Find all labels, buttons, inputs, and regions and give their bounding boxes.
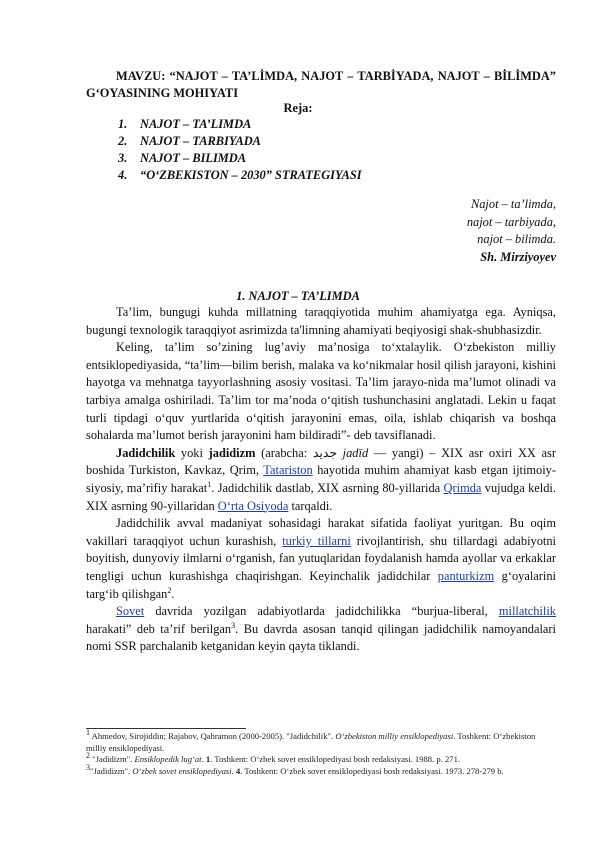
plan-item-text: NAJOT – BILIMDA xyxy=(140,151,247,165)
text-run: — yangi) – XIX asr oxiri XX asr boshida Turkiston, Kavkaz, Qrim, xyxy=(86,445,556,478)
source-title: Ensiklopedik lug‘at xyxy=(134,754,202,765)
text-run: . xyxy=(171,586,175,601)
footnote-ref-1[interactable]: 1 xyxy=(207,479,212,489)
footnote-2 xyxy=(86,751,556,766)
link-millatchilik[interactable]: millatchilik xyxy=(498,604,556,619)
text-run: "Jadidizm". xyxy=(90,754,135,765)
text-run: . Bu davrda asosan tanqid qilingan jadidchilik namoyandalari nomi SSR parchalanib ketganidan keyin qayta tiklandi. xyxy=(86,621,556,654)
plan-list xyxy=(118,116,362,184)
plan-item-number: 3. xyxy=(118,151,128,165)
text-run: hayotida muhim ahamiyat kasb etgan ijtimoiy-siyosiy, ma’rifiy harakat xyxy=(86,463,556,495)
paragraph-1: Ta’lim, bungugi kuhda millatning taraqqiyotida muhim ahamiyatga ega. Ayniqsa, bugungi texnologik taraqqiyot asrimizda ta'limning ahamiyati beqiyosigi shak-shubhasizdir. xyxy=(86,305,556,337)
paragraph-5 xyxy=(86,603,556,656)
plan-heading: Reja: xyxy=(283,101,313,115)
paragraph-3 xyxy=(86,445,556,515)
text-run: rivojlantirish, shu tillardagi adabiyotni boyitish, dunyoviy ilmlarni o‘rganish, fan yutuqlaridan foydalanish hamda ayollar va erkaklar tengligi uchun kurashishga chaqirishgan. Keyinchalik jadidchilar xyxy=(86,533,556,583)
source-title: O‘zbekiston milliy ensiklopediyasi xyxy=(335,731,454,741)
document-title: MAVZU: “NAJOT – TA’LİMDA, NAJOT – TARBİYADA, NAJOT – BİLİMDA” G‘OYASINING MOHIYATI xyxy=(86,69,556,100)
footnote-ref-2[interactable]: 2 xyxy=(167,585,172,595)
epigraph-line: Najot – ta’limda, xyxy=(470,197,556,211)
paragraph-4 xyxy=(86,515,556,603)
footnote-number: 1 xyxy=(86,728,90,738)
text-run: Jadidchilik avval madaniyat sohasidagi harakat sifatida faoliyat yuritgan. Bu oqim vakillari taraqqiyot uchun kurashish, xyxy=(86,516,556,548)
transliteration: jadīd xyxy=(337,445,369,460)
footnote-divider xyxy=(86,728,246,729)
body-text xyxy=(86,304,556,656)
plan-item-text: NAJOT – TA’LIMDA xyxy=(140,117,252,131)
term-jadidchilik: Jadidchilik xyxy=(116,445,176,460)
footnote-1 xyxy=(86,728,556,754)
text-run: . Jadidchilik dastlab, XIX asrning 80-yillarida xyxy=(211,480,444,495)
footnote-3 xyxy=(86,762,556,778)
source-title: O‘zbek sovet ensiklopediyasi xyxy=(132,765,232,776)
section-heading: 1. NAJOT – TA’LIMDA xyxy=(236,289,360,303)
epigraph-line: najot – tarbiyada, xyxy=(466,214,556,229)
term-jadidizm: jadidizm xyxy=(208,445,256,460)
text-run: . xyxy=(201,754,206,765)
plan-item-text: NAJOT – TARBIYADA xyxy=(140,134,261,148)
text-run: g‘oyalarini targ‘ib qilishgan xyxy=(86,568,556,601)
volume-number: 1 xyxy=(205,754,211,765)
text-run: . xyxy=(231,765,236,776)
text-run: (arabcha: xyxy=(255,445,313,460)
text-run: . Toshkent: O‘zbek sovet ensiklopediyasi bosh redaksiyasi. 1988. p. 271. xyxy=(210,754,461,765)
text-run: vujudga keldi. XIX asrning 90-yillaridan xyxy=(86,480,556,513)
footnote-ref-3[interactable]: 3 xyxy=(231,620,236,630)
text-run: . Toshkent: O‘zbek sovet ensiklopediyasi bosh redaksiyasi. 1973. 278-279 b. xyxy=(240,765,504,776)
text-run: Ahmedov, Sirojiddin; Rajabov, Qahramon (2000-2005). "Jadidchilik". xyxy=(90,731,336,741)
epigraph-author: Sh. Mirziyoyev xyxy=(480,249,556,264)
plan-item xyxy=(118,150,362,167)
text-run: . Toshkent: O‘zbekiston milliy ensiklopediyasi. xyxy=(86,731,536,753)
link-turkiy-tillarni[interactable]: turkiy tillarni xyxy=(282,533,351,548)
link-sovet[interactable]: Sovet xyxy=(116,604,145,619)
footnotes xyxy=(86,728,556,777)
link-orta-osiyoda[interactable]: O‘rta Osiyoda xyxy=(217,498,289,513)
plan-item xyxy=(118,116,362,133)
paragraph-2: Keling, ta’lim so’zining lug’aviy ma’nosiga to‘xtalaylik. O‘zbekiston milliy entsiklopediyasida, “ta’lim—bilim berish, malaka va ko‘nikmalar hosil qilish jarayoni, kishini hayotga va mehnatga tayyorlashning asosiy vositasi. Ta’lim jarayo-nida ma’lumot olinadi va tarbiya amalga oshiriladi. Ta’lim tor ma’noda o‘qitish tushunchasini anglatadi. Lekin u faqat turli tipdagi o‘quv yurtlarida o‘qitish jarayonini emas, oila, ishlab chiqarish va boshqa sohalarda ma’lumot berish jarayonini ham bildiradi”- deb tavsiflanadi. xyxy=(86,340,556,443)
footnote-number: 3 xyxy=(86,762,90,772)
plan-item xyxy=(118,133,362,150)
text-run: yoki xyxy=(175,445,209,460)
epigraph-line: najot – bilimda. xyxy=(477,232,556,246)
text-run: harakati” deb ta’rif berilgan xyxy=(86,621,232,636)
plan-item xyxy=(118,167,362,184)
plan-item-number: 4. xyxy=(118,168,128,182)
arabic-word: جديد xyxy=(312,445,337,460)
footnote-number: 2 xyxy=(86,751,90,761)
epigraph xyxy=(467,196,556,266)
text-run: "Jadidizm". xyxy=(90,765,133,776)
plan-item-text: “O‘ZBEKISTON – 2030” STRATEGIYASI xyxy=(140,168,362,182)
link-qrimda[interactable]: Qrimda xyxy=(443,480,482,495)
text-run: tarqaldi. xyxy=(288,498,333,513)
plan-item-number: 1. xyxy=(118,117,128,131)
volume-number: 4 xyxy=(235,765,241,776)
text-run: davrida yozilgan adabiyotlarda jadidchilikka “burjua-liberal, xyxy=(144,604,499,619)
link-panturkizm[interactable]: panturkizm xyxy=(437,568,495,583)
plan-item-number: 2. xyxy=(118,134,128,148)
link-tatariston[interactable]: Tatariston xyxy=(263,463,313,478)
